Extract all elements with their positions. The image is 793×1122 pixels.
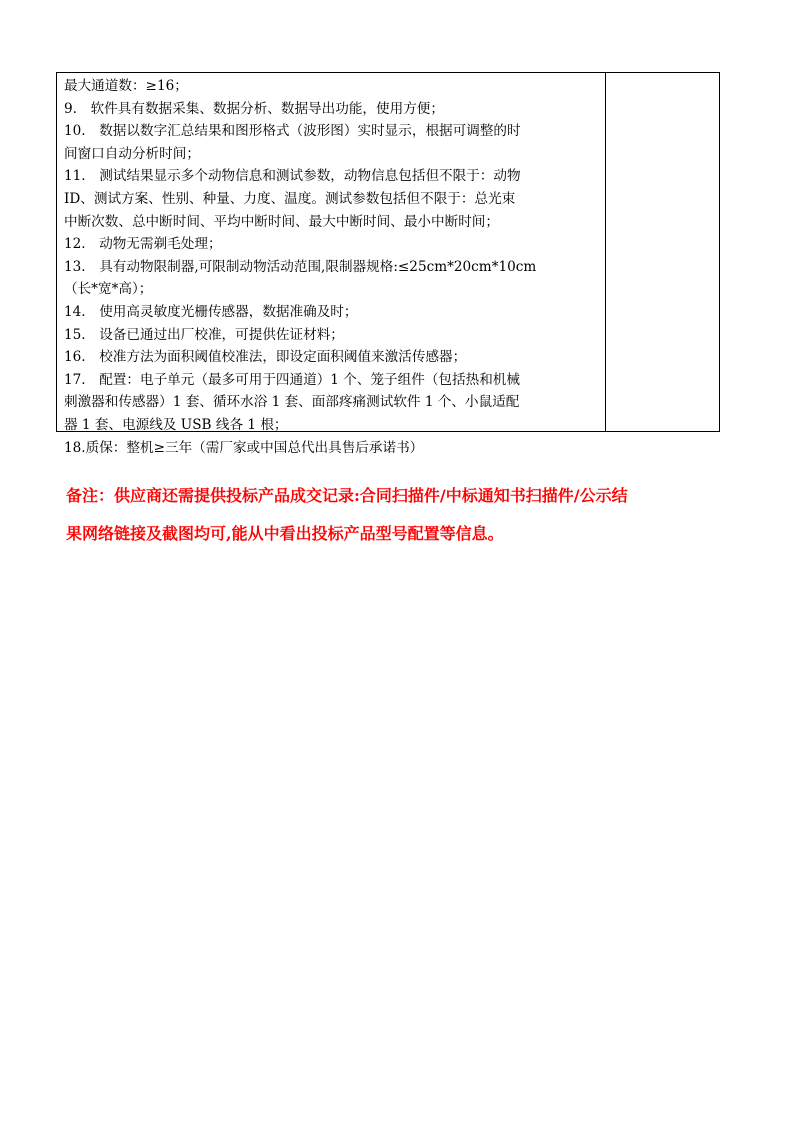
spec-line: （长*宽*高）； bbox=[64, 281, 153, 298]
spec-line: 12. 动物无需剃毛处理； bbox=[64, 236, 222, 253]
table-column-divider bbox=[605, 73, 606, 431]
spec-lines bbox=[64, 75, 600, 459]
spec-line: 17. 配置：电子单元（最多可用于四通道）1 个、笼子组件（包括热和机械 bbox=[64, 371, 520, 388]
spec-line: 18.质保：整机≥三年（需厂家或中国总代出具售后承诺书） bbox=[64, 439, 424, 456]
spec-line: 间窗口自动分析时间； bbox=[64, 145, 200, 162]
spec-line: 11. 测试结果显示多个动物信息和测试参数，动物信息包括但不限于：动物 bbox=[64, 168, 521, 185]
spec-line: 14. 使用高灵敏度光栅传感器，数据准确及时； bbox=[64, 303, 358, 320]
spec-line: 10. 数据以数字汇总结果和图形格式（波形图）实时显示，根据可调整的时 bbox=[64, 123, 521, 140]
remark-line-1: 备注：供应商还需提供投标产品成交记录:合同扫描件/中标通知书扫描件/公示结 bbox=[66, 486, 628, 505]
spec-line: 中断次数、总中断时间、平均中断时间、最大中断时间、最小中断时间； bbox=[64, 213, 499, 230]
spec-line: 16. 校准方法为面积阈值校准法，即设定面积阈值来激活传感器； bbox=[64, 349, 467, 366]
spec-line: 15. 设备已通过出厂校准，可提供佐证材料； bbox=[64, 326, 344, 343]
spec-line: ID、测试方案、性别、种量、力度、温度。测试参数包括但不限于：总光束 bbox=[64, 190, 516, 207]
spec-line: 13. 具有动物限制器,可限制动物活动范围,限制器规格:≤25cm*20cm*10cm bbox=[64, 258, 537, 275]
spec-line: 最大通道数：≥16； bbox=[64, 78, 188, 94]
spec-line: 9. 软件具有数据采集、数据分析、数据导出功能，使用方便； bbox=[64, 100, 444, 117]
spec-line: 刺激器和传感器）1 套、循环水浴 1 套、面部疼痛测试软件 1 个、小鼠适配 bbox=[64, 394, 520, 411]
remark-line-2: 果网络链接及截图均可,能从中看出投标产品型号配置等信息。 bbox=[66, 524, 504, 543]
spec-line: 器 1 套、电源线及 USB 线各 1 根； bbox=[64, 416, 288, 433]
spec-table bbox=[56, 72, 720, 456]
